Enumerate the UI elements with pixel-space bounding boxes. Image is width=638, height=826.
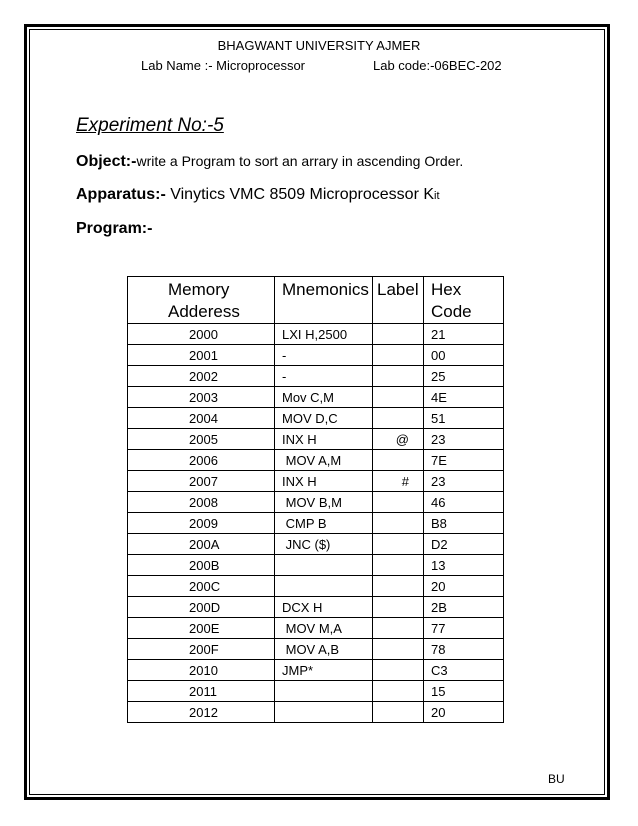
cell-label [373, 450, 424, 471]
cell-hex: B8 [424, 513, 504, 534]
cell-label [373, 702, 424, 723]
cell-label [373, 576, 424, 597]
table-row [128, 513, 504, 534]
cell-hex: 51 [424, 408, 504, 429]
cell-address: 2006 [128, 450, 275, 471]
table-row [128, 450, 504, 471]
cell-mnemonic: - [275, 366, 373, 387]
cell-address: 200C [128, 576, 275, 597]
table-row [128, 345, 504, 366]
object-text: write a Program to sort an arrary in ascending Order. [136, 153, 464, 169]
table-row [128, 429, 504, 450]
cell-label [373, 555, 424, 576]
cell-hex: 20 [424, 702, 504, 723]
program-table [127, 276, 504, 723]
cell-hex: 25 [424, 366, 504, 387]
cell-mnemonic: JMP* [275, 660, 373, 681]
apparatus-label: Apparatus:- [76, 186, 166, 203]
cell-mnemonic: MOV M,A [275, 618, 373, 639]
apparatus-line [76, 186, 440, 204]
cell-label [373, 492, 424, 513]
cell-address: 200B [128, 555, 275, 576]
cell-mnemonic: MOV B,M [275, 492, 373, 513]
cell-hex: 46 [424, 492, 504, 513]
table-row [128, 471, 504, 492]
program-label: Program:- [76, 220, 153, 237]
cell-hex: 23 [424, 471, 504, 492]
cell-mnemonic [275, 576, 373, 597]
header-hex-line2: Code [431, 302, 472, 321]
cell-address: 2007 [128, 471, 275, 492]
table-row [128, 534, 504, 555]
experiment-heading: Experiment No:-5 [76, 115, 224, 136]
header-memory-line2: Adderess [168, 302, 240, 321]
cell-label [373, 618, 424, 639]
cell-mnemonic: DCX H [275, 597, 373, 618]
cell-address: 200A [128, 534, 275, 555]
cell-address: 200D [128, 597, 275, 618]
cell-hex: 78 [424, 639, 504, 660]
table-row [128, 639, 504, 660]
cell-mnemonic: MOV A,B [275, 639, 373, 660]
object-label: Object:- [76, 153, 137, 170]
cell-address: 2012 [128, 702, 275, 723]
cell-mnemonic: - [275, 345, 373, 366]
table-body [128, 324, 504, 723]
cell-mnemonic: CMP B [275, 513, 373, 534]
cell-mnemonic: Mov C,M [275, 387, 373, 408]
table-row [128, 681, 504, 702]
cell-mnemonic: JNC ($) [275, 534, 373, 555]
table-row [128, 702, 504, 723]
table-header-row [128, 277, 504, 324]
table-row [128, 597, 504, 618]
cell-address: 2000 [128, 324, 275, 345]
cell-label [373, 408, 424, 429]
table-row [128, 366, 504, 387]
cell-address: 2008 [128, 492, 275, 513]
cell-address: 2003 [128, 387, 275, 408]
cell-address: 200E [128, 618, 275, 639]
cell-hex: D2 [424, 534, 504, 555]
cell-address: 2004 [128, 408, 275, 429]
cell-address: 2011 [128, 681, 275, 702]
cell-label [373, 387, 424, 408]
object-line [76, 153, 463, 171]
cell-address: 200F [128, 639, 275, 660]
header-hex-code [424, 277, 504, 324]
cell-label [373, 534, 424, 555]
apparatus-text: Vinytics VMC 8509 Microprocessor K [165, 186, 435, 203]
cell-address: 2002 [128, 366, 275, 387]
header-memory-line1: Memory [168, 280, 230, 299]
table-row [128, 618, 504, 639]
table-row [128, 324, 504, 345]
table-row [128, 492, 504, 513]
cell-hex: 77 [424, 618, 504, 639]
cell-hex: 20 [424, 576, 504, 597]
cell-label [373, 345, 424, 366]
cell-label [373, 681, 424, 702]
table-row [128, 387, 504, 408]
cell-address: 2001 [128, 345, 275, 366]
header-mnemonics: Mnemonics [275, 277, 373, 324]
table-row [128, 555, 504, 576]
cell-mnemonic: MOV D,C [275, 408, 373, 429]
table-row [128, 576, 504, 597]
cell-hex: 13 [424, 555, 504, 576]
table-row [128, 660, 504, 681]
cell-hex: 21 [424, 324, 504, 345]
cell-hex: 7E [424, 450, 504, 471]
cell-hex: 4E [424, 387, 504, 408]
cell-hex: 23 [424, 429, 504, 450]
cell-label: # [373, 471, 424, 492]
cell-mnemonic: MOV A,M [275, 450, 373, 471]
cell-label [373, 366, 424, 387]
cell-hex: 00 [424, 345, 504, 366]
cell-mnemonic [275, 702, 373, 723]
cell-mnemonic [275, 681, 373, 702]
cell-mnemonic [275, 555, 373, 576]
header-label: Label [373, 277, 424, 324]
cell-mnemonic: INX H [275, 429, 373, 450]
cell-address: 2005 [128, 429, 275, 450]
apparatus-suffix: it [434, 190, 440, 202]
cell-label [373, 597, 424, 618]
header-memory-address [128, 277, 275, 324]
cell-mnemonic: INX H [275, 471, 373, 492]
cell-address: 2010 [128, 660, 275, 681]
cell-label [373, 324, 424, 345]
cell-address: 2009 [128, 513, 275, 534]
cell-hex: 15 [424, 681, 504, 702]
cell-label [373, 660, 424, 681]
cell-label: @ [373, 429, 424, 450]
lab-code: Lab code:-06BEC-202 [373, 58, 502, 73]
cell-hex: 2B [424, 597, 504, 618]
cell-mnemonic: LXI H,2500 [275, 324, 373, 345]
cell-hex: C3 [424, 660, 504, 681]
cell-label [373, 639, 424, 660]
header-hex-line1: Hex [431, 280, 462, 299]
footer-mark: BU [548, 772, 565, 786]
university-title: BHAGWANT UNIVERSITY AJMER [217, 38, 421, 53]
table-row [128, 408, 504, 429]
cell-label [373, 513, 424, 534]
lab-name: Lab Name :- Microprocessor [141, 58, 305, 73]
